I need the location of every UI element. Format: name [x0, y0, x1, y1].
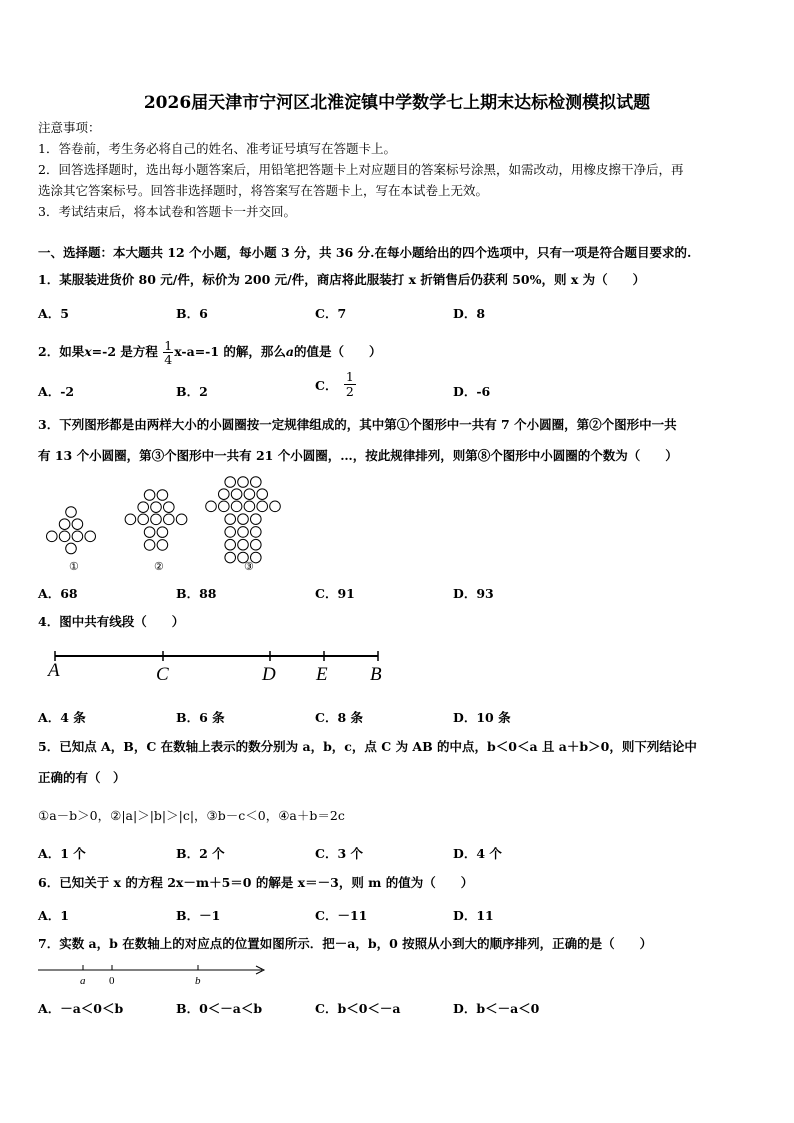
q7-option-a: A．－a＜0＜b [38, 1001, 124, 1016]
small-circle [219, 489, 230, 500]
small-circle [85, 531, 96, 542]
q2-option-d: D．-6 [453, 384, 491, 399]
small-circle [59, 531, 70, 542]
small-circle [238, 539, 249, 550]
small-circle [157, 527, 168, 538]
point-label-d: D [262, 664, 276, 685]
point-label-c: C [156, 664, 169, 685]
small-circle [59, 519, 70, 530]
q1-option-a: A．5 [38, 306, 69, 321]
small-circle [251, 477, 262, 488]
axis-label-0: 0 [109, 975, 115, 987]
q5-line-1: 5．已知点 A，B，C 在数轴上表示的数分别为 a，b，c，点 C 为 AB 的中点，b＜0＜a 且 a＋b＞0，则下列结论中 [38, 739, 697, 754]
point-label-a: A [48, 660, 60, 681]
point-label-b: B [370, 664, 382, 685]
small-circle [144, 527, 155, 538]
q5-option-d: D．4 个 [453, 846, 502, 861]
q5-option-c: C．3 个 [315, 846, 363, 861]
small-circle [225, 514, 236, 525]
q5-option-b: B．2 个 [176, 846, 225, 861]
notice-line-2: 2．回答选择题时，选出每小题答案后，用铅笔把答题卡上对应题目的答案标号涂黑，如需改动，用橡皮擦干净后，再 [38, 162, 684, 177]
q2-fraction: $\frac{1}{4}$ [164, 338, 173, 367]
small-circle [238, 527, 249, 538]
small-circle [270, 501, 281, 512]
small-circle [176, 514, 187, 525]
axis-label-a: a [80, 975, 86, 987]
q4-option-d: D．10 条 [453, 710, 511, 725]
small-circle [151, 502, 162, 513]
small-circle [144, 540, 155, 551]
small-circle [151, 514, 162, 525]
q4-option-c: C．8 条 [315, 710, 363, 725]
q4-stem: 4．图中共有线段（ ） [38, 614, 185, 629]
q3-fig-label-2: ② [154, 560, 164, 573]
small-circle [244, 489, 255, 500]
small-circle [206, 501, 217, 512]
page-title: 2026届天津市宁河区北淮淀镇中学数学七上期末达标检测模拟试题 [143, 93, 651, 113]
q3-option-b: B．88 [176, 586, 217, 601]
q6-option-a: A．1 [38, 908, 69, 923]
small-circle [225, 539, 236, 550]
small-circle [164, 502, 175, 513]
q1-stem: 1．某服装进货价 80 元/件，标价为 200 元/件，商店将此服装打 x 折销售后仍获利 50%，则 x 为（ ） [38, 272, 646, 287]
q6-option-c: C．－11 [315, 908, 368, 923]
q3-option-a: A．68 [38, 586, 78, 601]
small-circle [138, 502, 149, 513]
axis-label-b: b [195, 975, 201, 987]
q3-line-2: 有 13 个小圆圈，第③个图形中一共有 21 个小圆圈，…，按此规律排列，则第⑧个图形中小圆圈的个数为（ ） [38, 448, 678, 463]
small-circle [125, 514, 136, 525]
q4-segment-figure [38, 648, 398, 688]
q7-option-c: C．b＜0＜－a [315, 1001, 401, 1016]
small-circle [138, 514, 149, 525]
q1-option-d: D．8 [453, 306, 486, 321]
small-circle [47, 531, 58, 542]
small-circle [244, 501, 255, 512]
q3-fig-label-1: ① [69, 560, 79, 573]
q2-option-c: C． $\frac{1}{2}$ [315, 369, 354, 399]
small-circle [257, 501, 268, 512]
small-circle [251, 539, 262, 550]
q6-stem: 6．已知关于 x 的方程 2x－m＋5＝0 的解是 x＝－3，则 m 的值为（ ） [38, 875, 474, 890]
small-circle [251, 527, 262, 538]
q7-option-b: B．0＜－a＜b [176, 1001, 263, 1016]
q2-option-a: A．-2 [38, 384, 75, 399]
q3-fig-label-3: ③ [244, 560, 254, 573]
q5-line-2: 正确的有（ ） [38, 770, 126, 785]
q6-option-b: B．－1 [176, 908, 221, 923]
q3-option-c: C．91 [315, 586, 355, 601]
q2-stem: 2．如果x=-2 是方程 $\frac{1}{4}$ x-a=-1 的解，那么a的值是（ ） [38, 338, 382, 367]
q3-circle-figures [38, 472, 298, 577]
q6-option-d: D．11 [453, 908, 494, 923]
q7-stem: 7．实数 a，b 在数轴上的对应点的位置如图所示．把－a，b，0 按照从小到大的顺序排列，正确的是（ ） [38, 936, 653, 951]
q5-conditions: ①a－b＞0，②|a|＞|b|＞|c|，③b－c＜0，④a＋b＝2c [38, 808, 345, 823]
small-circle [238, 477, 249, 488]
small-circle [238, 514, 249, 525]
q5-option-a: A．1 个 [38, 846, 86, 861]
notice-line-4: 3．考试结束后，将本试卷和答题卡一并交回。 [38, 204, 296, 219]
section-heading: 一、选择题：本大题共 12 个小题，每小题 3 分，共 36 分.在每小题给出的四个选项中，只有一项是符合题目要求的. [38, 245, 692, 260]
small-circle [225, 477, 236, 488]
small-circle [164, 514, 175, 525]
small-circle [225, 527, 236, 538]
q2-option-b: B．2 [176, 384, 208, 399]
q3-line-1: 3．下列图形都是由两样大小的小圆圈按一定规律组成的，其中第①个图形中一共有 7 个小圆圈，第②个图形中一共 [38, 417, 677, 432]
notice-line-1: 1．答卷前，考生务必将自己的姓名、准考证号填写在答题卡上。 [38, 141, 396, 156]
q3-option-d: D．93 [453, 586, 494, 601]
small-circle [219, 501, 230, 512]
small-circle [72, 519, 83, 530]
small-circle [157, 490, 168, 501]
small-circle [66, 507, 77, 518]
small-circle [157, 540, 168, 551]
small-circle [257, 489, 268, 500]
q7-number-line [38, 960, 268, 990]
small-circle [225, 552, 236, 563]
small-circle [72, 531, 83, 542]
q4-option-b: B．6 条 [176, 710, 225, 725]
notice-heading: 注意事项： [38, 120, 101, 135]
q1-option-c: C．7 [315, 306, 347, 321]
small-circle [231, 501, 242, 512]
small-circle [251, 514, 262, 525]
point-label-e: E [316, 664, 328, 685]
small-circle [231, 489, 242, 500]
q7-option-d: D．b＜－a＜0 [453, 1001, 540, 1016]
q1-option-b: B．6 [176, 306, 208, 321]
small-circle [144, 490, 155, 501]
small-circle [66, 543, 77, 554]
q4-option-a: A．4 条 [38, 710, 86, 725]
notice-line-3: 选涂其它答案标号。回答非选择题时，将答案写在答题卡上，写在本试卷上无效。 [38, 183, 489, 198]
